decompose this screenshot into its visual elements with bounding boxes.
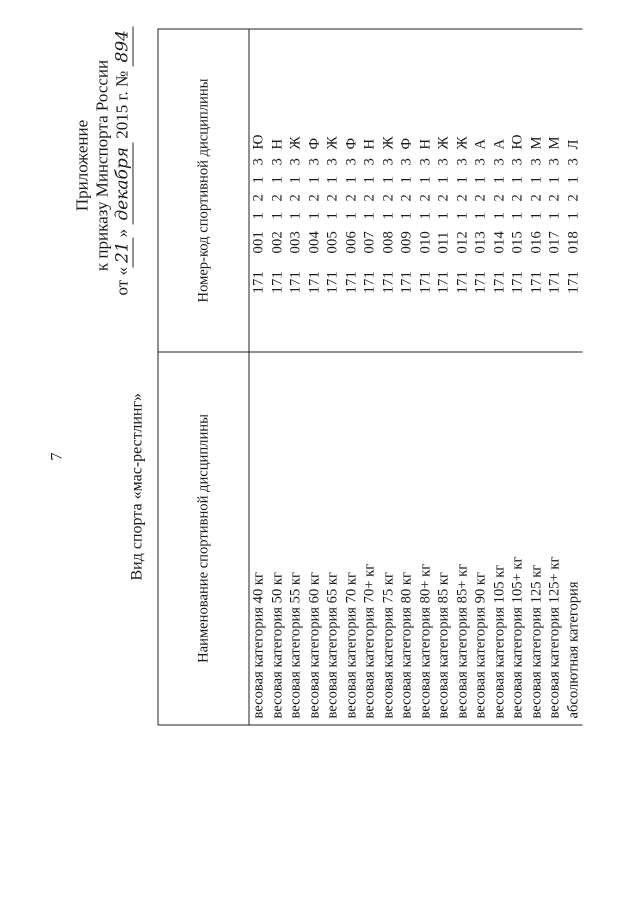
code-segment: 1 <box>305 211 322 219</box>
code-segment: 3 <box>472 157 488 165</box>
code-segment: 2 <box>398 193 414 201</box>
discipline-code <box>471 29 490 352</box>
discipline-code <box>453 29 472 352</box>
code-segment: 171 <box>527 270 544 293</box>
code-segment: 171 <box>546 270 562 293</box>
code-segment: 006 <box>342 230 359 253</box>
code-segment: 015 <box>509 230 525 253</box>
discipline-name: весовая категория 60 кг <box>305 352 324 725</box>
discipline-code <box>564 29 583 352</box>
code-segment: 171 <box>490 270 507 293</box>
discipline-code <box>360 29 379 352</box>
column-header-name: Наименование спортивной дисциплины <box>158 352 249 725</box>
table-row <box>397 29 416 725</box>
code-segment: 1 <box>564 211 581 219</box>
code-segment: 3 <box>379 157 396 165</box>
code-segment: 3 <box>490 157 507 165</box>
code-segment: 2 <box>472 193 488 201</box>
discipline-table <box>157 28 582 725</box>
code-segment: 1 <box>546 175 562 183</box>
table-row <box>249 29 268 725</box>
code-segment: Ф <box>305 137 322 149</box>
code-segment: 005 <box>324 230 340 253</box>
code-segment: 2 <box>361 193 377 201</box>
code-segment: 1 <box>287 175 303 183</box>
discipline-code <box>527 29 546 352</box>
table-row <box>286 29 305 725</box>
code-segment: 1 <box>490 211 507 219</box>
code-segment: 1 <box>305 175 322 183</box>
code-segment: Ж <box>324 135 340 149</box>
table-body <box>249 29 583 725</box>
discipline-name: весовая категория 55 кг <box>286 352 305 725</box>
table-row <box>471 29 490 725</box>
code-segment: 1 <box>398 211 414 219</box>
table-header-row <box>158 29 249 725</box>
code-segment: 2 <box>268 193 285 201</box>
table-row <box>323 29 342 725</box>
code-segment: 1 <box>342 211 359 219</box>
table-row <box>508 29 527 725</box>
code-segment: 3 <box>342 157 359 165</box>
date-day-handwritten: 21 <box>112 237 133 267</box>
code-segment: 2 <box>564 193 581 201</box>
code-segment: 018 <box>564 230 581 253</box>
code-segment: 1 <box>490 175 507 183</box>
code-segment: 1 <box>527 175 544 183</box>
date-year: 2015 г. № <box>112 70 131 139</box>
appendix-title: Приложение <box>72 119 91 211</box>
table-row <box>527 29 546 725</box>
discipline-name: весовая категория 70 кг <box>342 352 361 725</box>
discipline-code <box>545 29 564 352</box>
code-segment: 008 <box>379 230 396 253</box>
code-segment: 3 <box>564 157 581 165</box>
discipline-name: весовая категория 40 кг <box>249 352 268 725</box>
code-segment: 1 <box>472 211 488 219</box>
code-segment: 001 <box>250 230 266 253</box>
code-segment: 2 <box>416 193 433 201</box>
code-segment: 017 <box>546 230 562 253</box>
code-segment: 2 <box>379 193 396 201</box>
code-segment: 1 <box>268 211 285 219</box>
code-segment: Ж <box>287 135 303 149</box>
code-segment: 171 <box>453 270 470 293</box>
code-segment: 1 <box>472 175 488 183</box>
code-segment: А <box>490 138 507 149</box>
discipline-name: весовая категория 80 кг <box>397 352 416 725</box>
code-segment: 3 <box>546 157 562 165</box>
code-segment: 007 <box>361 230 377 253</box>
discipline-code <box>397 29 416 352</box>
code-segment: 1 <box>527 211 544 219</box>
code-segment: 004 <box>305 230 322 253</box>
discipline-name: абсолютная категория <box>564 352 583 725</box>
code-segment: 171 <box>472 270 488 293</box>
code-segment: 1 <box>379 211 396 219</box>
code-segment: 2 <box>342 193 359 201</box>
discipline-code <box>434 29 453 352</box>
sport-title: Вид спорта «мас-рестлинг» <box>128 392 145 580</box>
column-header-code: Номер-код спортивной дисциплины <box>158 29 249 352</box>
code-segment: 3 <box>361 157 377 165</box>
discipline-code <box>286 29 305 352</box>
date-prefix: от « <box>112 266 131 295</box>
discipline-code <box>305 29 324 352</box>
discipline-code <box>268 29 287 352</box>
appendix-order-ref: к приказу Минспорта России <box>92 59 111 271</box>
code-segment: Ж <box>435 135 451 149</box>
code-segment: 1 <box>250 211 266 219</box>
discipline-code <box>323 29 342 352</box>
code-segment: Ф <box>398 137 414 149</box>
order-number-handwritten: 894 <box>112 26 133 66</box>
code-segment: 016 <box>527 230 544 253</box>
code-segment: Ю <box>250 133 266 149</box>
discipline-name: весовая категория 105+ кг <box>508 352 527 725</box>
code-segment: 171 <box>305 270 322 293</box>
code-segment: Ю <box>509 133 525 149</box>
code-segment: 014 <box>490 230 507 253</box>
code-segment: Н <box>268 138 285 149</box>
code-segment: 171 <box>379 270 396 293</box>
code-segment: 1 <box>342 175 359 183</box>
code-segment: 1 <box>509 175 525 183</box>
code-segment: 1 <box>324 175 340 183</box>
table-row <box>490 29 509 725</box>
code-segment: А <box>472 138 488 149</box>
code-segment: 171 <box>509 270 525 293</box>
table-row <box>434 29 453 725</box>
code-segment: 1 <box>435 175 451 183</box>
code-segment: 2 <box>527 193 544 201</box>
code-segment: 171 <box>435 270 451 293</box>
page-number: 7 <box>48 452 65 460</box>
code-segment: Л <box>564 138 581 149</box>
code-segment: 011 <box>435 231 451 253</box>
code-segment: 171 <box>564 270 581 293</box>
code-segment: 171 <box>324 270 340 293</box>
code-segment: 2 <box>287 193 303 201</box>
discipline-code <box>490 29 509 352</box>
code-segment: 171 <box>398 270 414 293</box>
code-segment: 2 <box>250 193 266 201</box>
date-month-handwritten: декабря <box>112 143 133 225</box>
discipline-name: весовая категория 125 кг <box>527 352 546 725</box>
code-segment: 171 <box>361 270 377 293</box>
code-segment: 2 <box>453 193 470 201</box>
table-row <box>305 29 324 725</box>
discipline-name: весовая категория 70+ кг <box>360 352 379 725</box>
discipline-name: весовая категория 105 кг <box>490 352 509 725</box>
code-segment: 2 <box>546 193 562 201</box>
code-segment: 2 <box>490 193 507 201</box>
code-segment: 013 <box>472 230 488 253</box>
table-row <box>545 29 564 725</box>
code-segment: 1 <box>416 211 433 219</box>
code-segment: М <box>527 135 544 149</box>
appendix-date-line <box>112 29 133 295</box>
discipline-name: весовая категория 50 кг <box>268 352 287 725</box>
table-row <box>342 29 361 725</box>
table-row <box>360 29 379 725</box>
code-segment: 003 <box>287 230 303 253</box>
table-row <box>268 29 287 725</box>
code-segment: Ж <box>379 135 396 149</box>
code-segment: 1 <box>435 211 451 219</box>
discipline-code <box>379 29 398 352</box>
code-segment: Н <box>416 138 433 149</box>
code-segment: 009 <box>398 230 414 253</box>
code-segment: Ф <box>342 137 359 149</box>
code-segment: 171 <box>250 270 266 293</box>
code-segment: 1 <box>509 211 525 219</box>
code-segment: 1 <box>250 175 266 183</box>
code-segment: 2 <box>435 193 451 201</box>
code-segment: 012 <box>453 230 470 253</box>
code-segment: 3 <box>398 157 414 165</box>
code-segment: Ж <box>453 135 470 149</box>
discipline-name: весовая категория 85 кг <box>434 352 453 725</box>
code-segment: 3 <box>250 157 266 165</box>
code-segment: М <box>546 135 562 149</box>
code-segment: 1 <box>416 175 433 183</box>
discipline-code <box>249 29 268 352</box>
code-segment: 3 <box>509 157 525 165</box>
appendix-header <box>72 29 133 295</box>
code-segment: 010 <box>416 230 433 253</box>
discipline-code <box>508 29 527 352</box>
code-segment: 3 <box>268 157 285 165</box>
code-segment: 171 <box>416 270 433 293</box>
discipline-name: весовая категория 65 кг <box>323 352 342 725</box>
discipline-name: весовая категория 85+ кг <box>453 352 472 725</box>
table-row <box>453 29 472 725</box>
discipline-name: весовая категория 125+ кг <box>545 352 564 725</box>
code-segment: 2 <box>324 193 340 201</box>
code-segment: 1 <box>453 175 470 183</box>
code-segment: Н <box>361 138 377 149</box>
code-segment: 3 <box>527 157 544 165</box>
discipline-code <box>416 29 435 352</box>
discipline-name: весовая категория 90 кг <box>471 352 490 725</box>
code-segment: 1 <box>361 175 377 183</box>
code-segment: 171 <box>287 270 303 293</box>
discipline-name: весовая категория 75 кг <box>379 352 398 725</box>
discipline-code <box>342 29 361 352</box>
code-segment: 1 <box>379 175 396 183</box>
table-row <box>379 29 398 725</box>
code-segment: 1 <box>287 211 303 219</box>
table-row <box>564 29 583 725</box>
code-segment: 3 <box>324 157 340 165</box>
code-segment: 2 <box>509 193 525 201</box>
code-segment: 1 <box>268 175 285 183</box>
code-segment: 2 <box>305 193 322 201</box>
code-segment: 3 <box>287 157 303 165</box>
date-mid: » <box>112 228 131 237</box>
code-segment: 1 <box>564 175 581 183</box>
code-segment: 1 <box>546 211 562 219</box>
code-segment: 171 <box>268 270 285 293</box>
code-segment: 171 <box>342 270 359 293</box>
code-segment: 3 <box>453 157 470 165</box>
table-row <box>416 29 435 725</box>
code-segment: 1 <box>324 211 340 219</box>
code-segment: 1 <box>361 211 377 219</box>
discipline-name: весовая категория 80+ кг <box>416 352 435 725</box>
code-segment: 3 <box>305 157 322 165</box>
code-segment: 002 <box>268 230 285 253</box>
code-segment: 1 <box>453 211 470 219</box>
code-segment: 3 <box>435 157 451 165</box>
code-segment: 1 <box>398 175 414 183</box>
code-segment: 3 <box>416 157 433 165</box>
